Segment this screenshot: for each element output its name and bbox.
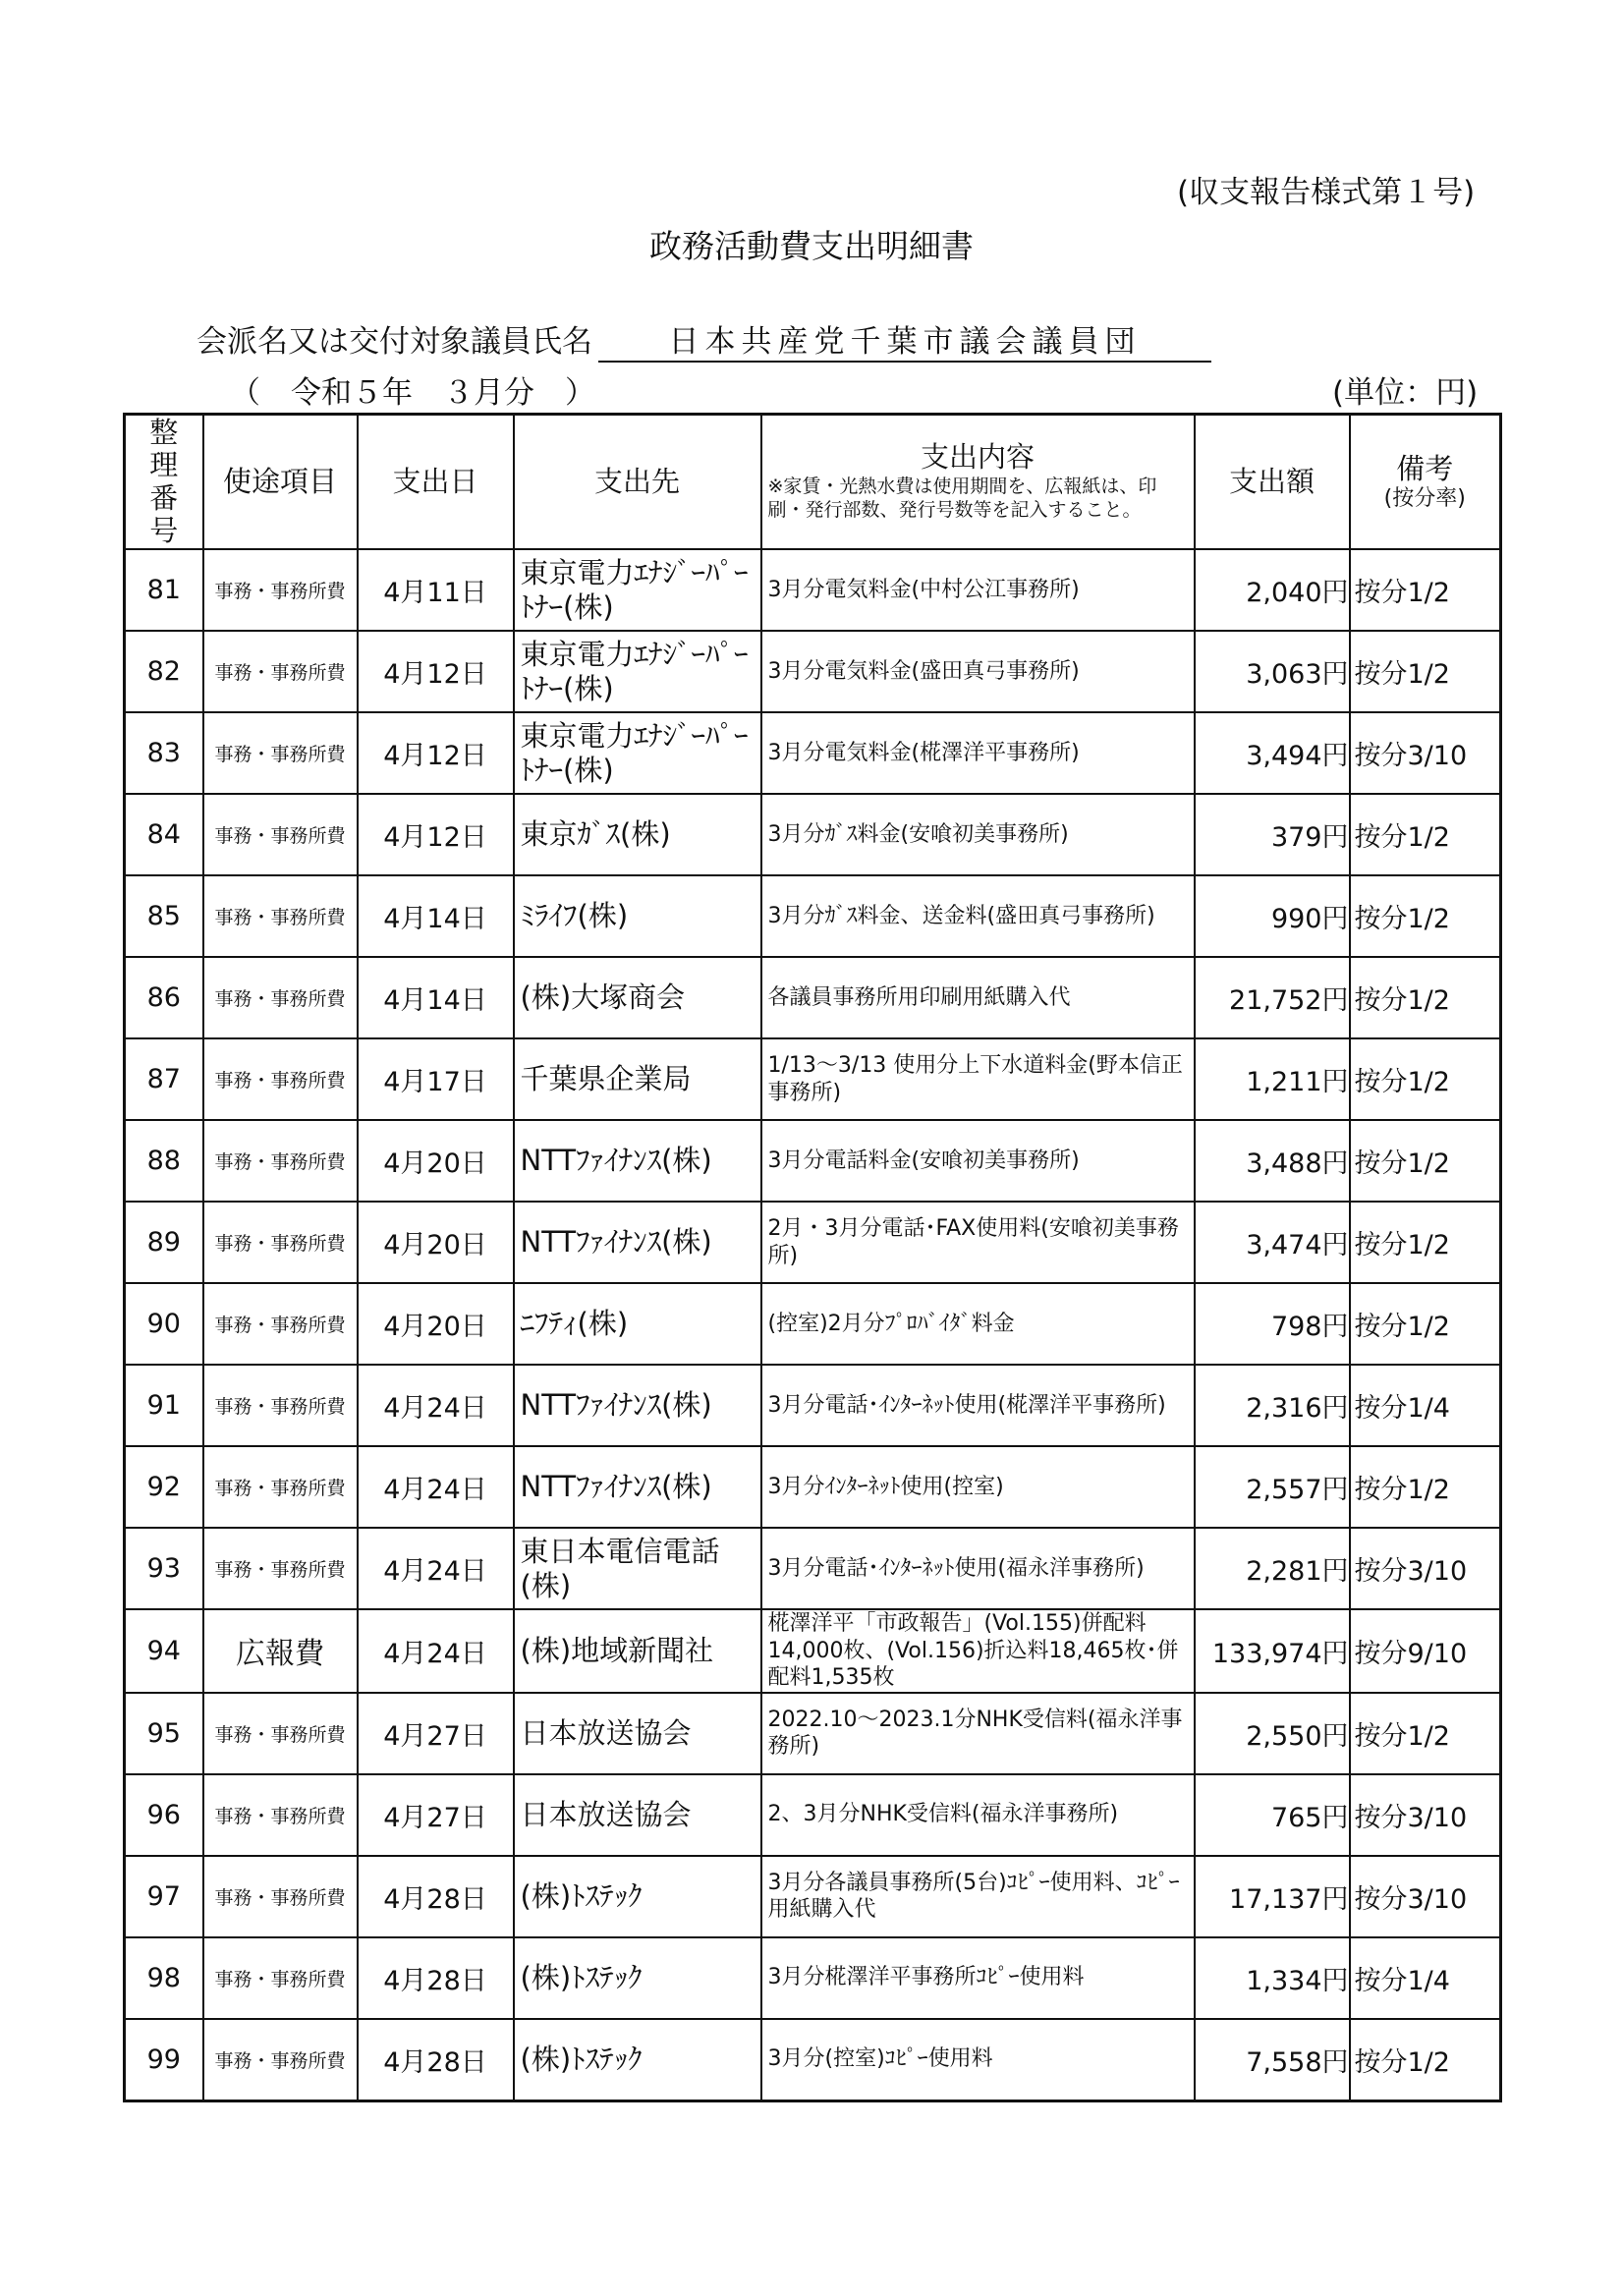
payee: 東日本電信電話(株) <box>514 1528 761 1609</box>
col-use-header: 使途項目 <box>203 415 358 550</box>
payee: 千葉県企業局 <box>514 1038 761 1120</box>
payee: (株)大塚商会 <box>514 957 761 1038</box>
use-category: 事務・事務所費 <box>203 1937 358 2019</box>
row-number: 93 <box>125 1528 203 1609</box>
row-number: 83 <box>125 712 203 794</box>
col-remark-sub: (按分率) <box>1383 485 1466 511</box>
payee: 日本放送協会 <box>514 1774 761 1856</box>
row-number: 84 <box>125 794 203 875</box>
period: （ 令和５年 ３月分 ） <box>230 375 595 411</box>
table-row <box>125 1693 1501 1774</box>
allocation-remark: 按分9/10 <box>1350 1609 1501 1693</box>
use-category: 事務・事務所費 <box>203 1202 358 1283</box>
expense-detail: 3月分ｶﾞｽ料金、送金料(盛田真弓事務所) <box>761 875 1195 957</box>
expense-detail: 3月分電気料金(椛澤洋平事務所) <box>761 712 1195 794</box>
row-number: 87 <box>125 1038 203 1120</box>
expense-date: 4月28日 <box>358 2019 514 2101</box>
expense-detail: 3月分ｲﾝﾀｰﾈｯﾄ使用(控室) <box>761 1446 1195 1528</box>
expense-date: 4月27日 <box>358 1774 514 1856</box>
expense-date: 4月24日 <box>358 1365 514 1446</box>
table-header <box>125 415 1501 550</box>
expense-date: 4月11日 <box>358 549 514 631</box>
col-no-header: 整理番号 <box>125 415 203 550</box>
expense-amount: 17,137円 <box>1195 1856 1350 1937</box>
expense-date: 4月14日 <box>358 957 514 1038</box>
allocation-remark: 按分1/2 <box>1350 794 1501 875</box>
expense-detail: 3月分電話･ｲﾝﾀｰﾈｯﾄ使用(椛澤洋平事務所) <box>761 1365 1195 1446</box>
expense-amount: 3,488円 <box>1195 1120 1350 1202</box>
form-number: (収支報告様式第１号) <box>1177 175 1476 210</box>
table-row <box>125 1937 1501 2019</box>
allocation-remark: 按分1/4 <box>1350 1937 1501 2019</box>
expense-amount: 2,316円 <box>1195 1365 1350 1446</box>
allocation-remark: 按分1/2 <box>1350 2019 1501 2101</box>
expense-amount: 3,494円 <box>1195 712 1350 794</box>
payee: NTTﾌｧｲﾅﾝｽ(株) <box>514 1120 761 1202</box>
use-category: 事務・事務所費 <box>203 712 358 794</box>
expense-detail: 2、3月分NHK受信料(福永洋事務所) <box>761 1774 1195 1856</box>
col-detail-label: 支出内容 <box>920 440 1035 475</box>
group-name: 日本共産党千葉市議会議員団 <box>598 316 1211 363</box>
allocation-remark: 按分1/2 <box>1350 1693 1501 1774</box>
payee: (株)ﾄｽﾃｯｸ <box>514 1937 761 2019</box>
expense-detail: 2022.10～2023.1分NHK受信料(福永洋事務所) <box>761 1693 1195 1774</box>
use-category: 広報費 <box>203 1609 358 1693</box>
expense-date: 4月14日 <box>358 875 514 957</box>
use-category: 事務・事務所費 <box>203 631 358 712</box>
expense-amount: 2,040円 <box>1195 549 1350 631</box>
expense-date: 4月12日 <box>358 712 514 794</box>
expense-date: 4月17日 <box>358 1038 514 1120</box>
expense-detail: 椛澤洋平「市政報告」(Vol.155)併配料14,000枚、(Vol.156)折込料18,465枚･併配料1,535枚 <box>761 1609 1195 1693</box>
expense-amount: 2,557円 <box>1195 1446 1350 1528</box>
payee: (株)ﾄｽﾃｯｸ <box>514 1856 761 1937</box>
table-row <box>125 1365 1501 1446</box>
col-date-header: 支出日 <box>358 415 514 550</box>
allocation-remark: 按分1/2 <box>1350 631 1501 712</box>
allocation-remark: 按分3/10 <box>1350 712 1501 794</box>
expense-date: 4月24日 <box>358 1528 514 1609</box>
expense-amount: 379円 <box>1195 794 1350 875</box>
expense-table <box>123 413 1502 2102</box>
use-category: 事務・事務所費 <box>203 1774 358 1856</box>
expense-amount: 21,752円 <box>1195 957 1350 1038</box>
row-number: 85 <box>125 875 203 957</box>
expense-date: 4月28日 <box>358 1856 514 1937</box>
expense-amount: 3,474円 <box>1195 1202 1350 1283</box>
col-payee-header: 支出先 <box>514 415 761 550</box>
payee: (株)地域新聞社 <box>514 1609 761 1693</box>
table-row <box>125 794 1501 875</box>
expense-detail: (控室)2月分ﾌﾟﾛﾊﾞｲﾀﾞ料金 <box>761 1283 1195 1365</box>
table-row <box>125 1120 1501 1202</box>
expense-amount: 133,974円 <box>1195 1609 1350 1693</box>
expense-amount: 2,550円 <box>1195 1693 1350 1774</box>
expense-detail: 3月分電話･ｲﾝﾀｰﾈｯﾄ使用(福永洋事務所) <box>761 1528 1195 1609</box>
table-row <box>125 549 1501 631</box>
allocation-remark: 按分1/2 <box>1350 1120 1501 1202</box>
use-category: 事務・事務所費 <box>203 1856 358 1937</box>
allocation-remark: 按分1/2 <box>1350 1038 1501 1120</box>
use-category: 事務・事務所費 <box>203 875 358 957</box>
use-category: 事務・事務所費 <box>203 1693 358 1774</box>
row-number: 98 <box>125 1937 203 2019</box>
expense-detail: 3月分(控室)ｺﾋﾟｰ使用料 <box>761 2019 1195 2101</box>
unit-label: (単位：円) <box>1332 375 1479 411</box>
use-category: 事務・事務所費 <box>203 1365 358 1446</box>
allocation-remark: 按分1/2 <box>1350 1283 1501 1365</box>
page-title: 政務活動費支出明細書 <box>649 227 974 265</box>
table-row <box>125 1856 1501 1937</box>
row-number: 95 <box>125 1693 203 1774</box>
allocation-remark: 按分1/2 <box>1350 1202 1501 1283</box>
expense-date: 4月27日 <box>358 1693 514 1774</box>
expense-date: 4月20日 <box>358 1120 514 1202</box>
expense-date: 4月24日 <box>358 1609 514 1693</box>
allocation-remark: 按分1/4 <box>1350 1365 1501 1446</box>
payee: (株)ﾄｽﾃｯｸ <box>514 2019 761 2101</box>
payee: NTTﾌｧｲﾅﾝｽ(株) <box>514 1446 761 1528</box>
expense-date: 4月20日 <box>358 1202 514 1283</box>
expense-detail: 2月・3月分電話･FAX使用料(安喰初美事務所) <box>761 1202 1195 1283</box>
allocation-remark: 按分1/2 <box>1350 1446 1501 1528</box>
use-category: 事務・事務所費 <box>203 1283 358 1365</box>
expense-date: 4月28日 <box>358 1937 514 2019</box>
use-category: 事務・事務所費 <box>203 1446 358 1528</box>
expense-amount: 765円 <box>1195 1774 1350 1856</box>
payee: 日本放送協会 <box>514 1693 761 1774</box>
row-number: 96 <box>125 1774 203 1856</box>
col-detail-header <box>761 415 1195 550</box>
allocation-remark: 按分3/10 <box>1350 1528 1501 1609</box>
row-number: 88 <box>125 1120 203 1202</box>
expense-amount: 1,211円 <box>1195 1038 1350 1120</box>
col-detail-note: ※家賃・光熱水費は使用期間を、広報紙は、印刷・発行部数、発行号数等を記入すること。 <box>767 476 1157 522</box>
row-number: 82 <box>125 631 203 712</box>
allocation-remark: 按分1/2 <box>1350 875 1501 957</box>
allocation-remark: 按分1/2 <box>1350 549 1501 631</box>
table-row <box>125 1202 1501 1283</box>
col-remark-label: 備考 <box>1396 452 1454 486</box>
table-row <box>125 1283 1501 1365</box>
row-number: 99 <box>125 2019 203 2101</box>
col-amount-header: 支出額 <box>1195 415 1350 550</box>
group-label: 会派名又は交付対象議員氏名 <box>196 324 592 360</box>
expense-detail: 3月分各議員事務所(5台)ｺﾋﾟｰ使用料、ｺﾋﾟｰ用紙購入代 <box>761 1856 1195 1937</box>
expense-amount: 7,558円 <box>1195 2019 1350 2101</box>
expense-amount: 2,281円 <box>1195 1528 1350 1609</box>
expense-detail: 1/13～3/13 使用分上下水道料金(野本信正事務所) <box>761 1038 1195 1120</box>
row-number: 92 <box>125 1446 203 1528</box>
table-row <box>125 1038 1501 1120</box>
row-number: 89 <box>125 1202 203 1283</box>
use-category: 事務・事務所費 <box>203 2019 358 2101</box>
expense-detail: 3月分ｶﾞｽ料金(安喰初美事務所) <box>761 794 1195 875</box>
payee: 東京電力ｴﾅｼﾞｰﾊﾟｰﾄﾅｰ(株) <box>514 549 761 631</box>
use-category: 事務・事務所費 <box>203 1528 358 1609</box>
allocation-remark: 按分1/2 <box>1350 957 1501 1038</box>
payee: 東京電力ｴﾅｼﾞｰﾊﾟｰﾄﾅｰ(株) <box>514 631 761 712</box>
use-category: 事務・事務所費 <box>203 1038 358 1120</box>
use-category: 事務・事務所費 <box>203 549 358 631</box>
row-number: 97 <box>125 1856 203 1937</box>
table-row <box>125 957 1501 1038</box>
table-row <box>125 2019 1501 2101</box>
use-category: 事務・事務所費 <box>203 794 358 875</box>
payee: ﾆﾌﾃｨ(株) <box>514 1283 761 1365</box>
table-row <box>125 712 1501 794</box>
table-row <box>125 631 1501 712</box>
payee: ﾐﾗｲﾌ(株) <box>514 875 761 957</box>
expense-date: 4月12日 <box>358 794 514 875</box>
expense-amount: 798円 <box>1195 1283 1350 1365</box>
expense-detail: 3月分電気料金(中村公江事務所) <box>761 549 1195 631</box>
row-number: 94 <box>125 1609 203 1693</box>
row-number: 91 <box>125 1365 203 1446</box>
row-number: 90 <box>125 1283 203 1365</box>
expense-detail: 3月分電気料金(盛田真弓事務所) <box>761 631 1195 712</box>
payee: 東京電力ｴﾅｼﾞｰﾊﾟｰﾄﾅｰ(株) <box>514 712 761 794</box>
expense-amount: 990円 <box>1195 875 1350 957</box>
table-row <box>125 1528 1501 1609</box>
expense-date: 4月20日 <box>358 1283 514 1365</box>
table-row <box>125 1446 1501 1528</box>
table-row <box>125 1774 1501 1856</box>
expense-detail: 3月分椛澤洋平事務所ｺﾋﾟｰ使用料 <box>761 1937 1195 2019</box>
allocation-remark: 按分3/10 <box>1350 1856 1501 1937</box>
expense-date: 4月24日 <box>358 1446 514 1528</box>
payee: 東京ｶﾞｽ(株) <box>514 794 761 875</box>
col-remark-header <box>1350 415 1501 550</box>
payee: NTTﾌｧｲﾅﾝｽ(株) <box>514 1365 761 1446</box>
expense-amount: 1,334円 <box>1195 1937 1350 2019</box>
expense-date: 4月12日 <box>358 631 514 712</box>
table-row <box>125 875 1501 957</box>
use-category: 事務・事務所費 <box>203 957 358 1038</box>
row-number: 81 <box>125 549 203 631</box>
group-line <box>196 316 1211 363</box>
expense-detail: 3月分電話料金(安喰初美事務所) <box>761 1120 1195 1202</box>
use-category: 事務・事務所費 <box>203 1120 358 1202</box>
allocation-remark: 按分3/10 <box>1350 1774 1501 1856</box>
expense-amount: 3,063円 <box>1195 631 1350 712</box>
table-row <box>125 1609 1501 1693</box>
row-number: 86 <box>125 957 203 1038</box>
payee: NTTﾌｧｲﾅﾝｽ(株) <box>514 1202 761 1283</box>
expense-detail: 各議員事務所用印刷用紙購入代 <box>761 957 1195 1038</box>
table-body <box>125 549 1501 2100</box>
